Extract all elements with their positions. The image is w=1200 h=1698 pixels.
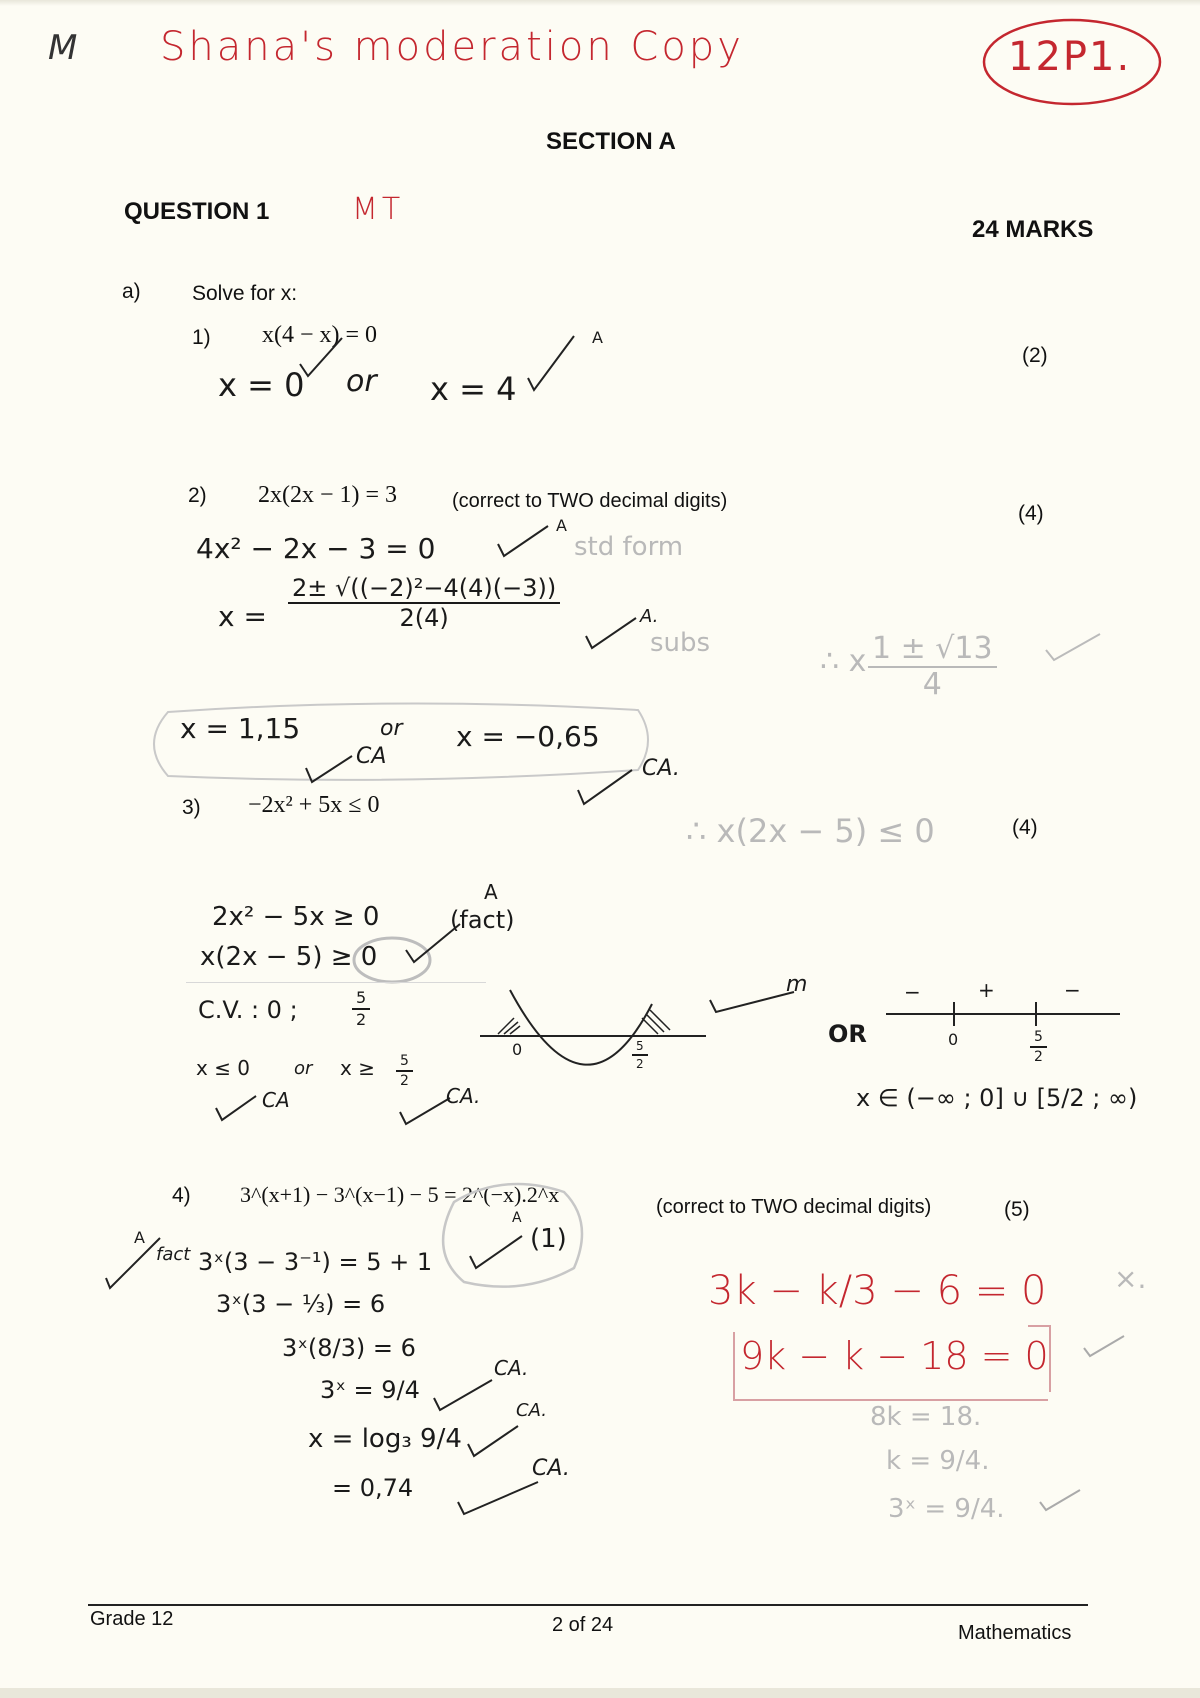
- q3-pencil-factor: ∴ x(2x − 5) ≤ 0: [686, 812, 935, 850]
- q2-pencil-fraction: [868, 631, 997, 702]
- part-label: a): [122, 280, 141, 303]
- q2-std-mark: A: [556, 516, 567, 535]
- footer-rule: [88, 1604, 1088, 1606]
- q3-parabola-sketch: [474, 982, 714, 1082]
- q3-fact-mark: A: [484, 880, 498, 904]
- q2-equation: 2x(2x − 1) = 3: [258, 482, 398, 508]
- q4-step2: 3ˣ(3 − ⅓) = 6: [216, 1290, 386, 1318]
- q1-equation: x(4 − x) = 0: [262, 322, 378, 348]
- q3-inequality: −2x² + 5x ≤ 0: [248, 792, 380, 818]
- q3-sign-2: +: [978, 978, 995, 1002]
- part-instruction: Solve for x:: [192, 282, 298, 305]
- q1-marks: (2): [1022, 344, 1048, 367]
- q3-cv-fraction: [352, 990, 370, 1028]
- q4-pencil-line1: 8k = 18.: [870, 1402, 982, 1432]
- q4-red-line2: 9k − k − 18 = 0: [740, 1334, 1049, 1378]
- moderation-note: Shana's moderation Copy: [160, 24, 744, 70]
- q3-or-label: OR: [828, 1020, 867, 1048]
- q3-graph-right-den: 2: [636, 1057, 644, 1071]
- scan-edge: [0, 0, 1200, 6]
- q4-note: (correct to TWO decimal digits): [656, 1196, 932, 1218]
- q3-cv-label: C.V. : 0 ;: [198, 996, 298, 1024]
- q3-line-right-label: [1030, 1030, 1047, 1064]
- footer-grade: Grade 12: [90, 1608, 174, 1630]
- q4-number: 4): [172, 1184, 191, 1207]
- q3-answer-left-mark: CA: [262, 1088, 290, 1112]
- q3-line-right-den: 2: [1034, 1049, 1043, 1065]
- q1-answer-left: x = 0: [218, 366, 305, 404]
- q4-step6-mark: CA.: [532, 1456, 570, 1481]
- q4-fact-label: fact: [156, 1244, 191, 1265]
- q2-formula-numerator: 2± √((−2)²−4(4)(−3)): [288, 576, 560, 604]
- q3-graph-left-label: 0: [512, 1040, 523, 1059]
- q3-answer-right-mark: CA.: [446, 1084, 481, 1108]
- q3-cv-num: 5: [352, 990, 370, 1010]
- q3-answer-or: or: [294, 1058, 313, 1079]
- q4-step5: x = log₃ 9/4: [308, 1424, 462, 1454]
- q2-std-label: std form: [574, 532, 684, 562]
- q1-answer-right: x = 4: [430, 370, 517, 408]
- q4-pencil-tick: [1036, 1484, 1086, 1514]
- q4-step5-tick: [462, 1414, 532, 1464]
- total-marks: 24 MARKS: [972, 216, 1094, 243]
- q3-line-right-num: 5: [1030, 1030, 1047, 1048]
- q4-step1-circled: (1): [530, 1224, 567, 1254]
- q4-step4: 3ˣ = 9/4: [320, 1376, 420, 1404]
- footer-page: 2 of 24: [552, 1614, 614, 1636]
- q2-root1: x = 1,15: [180, 712, 301, 745]
- q4-marks: (5): [1004, 1198, 1030, 1221]
- q4-pencil-line3: 3ˣ = 9/4.: [888, 1494, 1005, 1524]
- q2-root2-tick: [572, 760, 652, 810]
- q3-divider: [186, 982, 486, 983]
- q4-step1: 3ˣ(3 − 3⁻¹) = 5 + 1: [198, 1248, 433, 1276]
- q4-step1-mark: A: [512, 1210, 522, 1226]
- q3-interval: x ∈ (−∞ ; 0] ∪ [5/2 ; ∞): [856, 1084, 1138, 1112]
- q2-marks: (4): [1018, 502, 1044, 525]
- q3-sign-1: −: [904, 980, 921, 1004]
- q2-formula-lhs: x =: [218, 600, 267, 633]
- q3-graph-mark: m: [786, 972, 808, 997]
- q4-red-cross: ×.: [1114, 1262, 1147, 1295]
- q4-red-line1: 3k − k/3 − 6 = 0: [708, 1268, 1047, 1314]
- section-title: SECTION A: [546, 128, 676, 155]
- q4-fact-mark: A: [134, 1228, 145, 1247]
- q3-answer-right: x ≥: [340, 1056, 375, 1080]
- q3-answer-left: x ≤ 0: [196, 1056, 251, 1080]
- q4-pencil-line2: k = 9/4.: [886, 1446, 990, 1476]
- q4-step3: 3ˣ(8/3) = 6: [282, 1334, 416, 1362]
- q2-root2: x = −0,65: [456, 720, 600, 753]
- q2-formula: [288, 576, 560, 630]
- question-title: QUESTION 1: [124, 198, 270, 225]
- q3-sign-3: −: [1064, 978, 1081, 1002]
- q2-pencil-prefix: ∴ x: [820, 644, 867, 679]
- q4-step4-mark: CA.: [494, 1356, 529, 1380]
- q2-std-form: 4x² − 2x − 3 = 0: [196, 532, 436, 565]
- q1-tick-marks: [290, 320, 630, 400]
- q2-pencil-denominator: 4: [922, 667, 942, 702]
- q3-graph-right-label: [632, 1040, 648, 1070]
- q4-step5-mark: CA.: [516, 1400, 547, 1421]
- q3-answer-right-num: 5: [396, 1054, 413, 1072]
- q3-step1: 2x² − 5x ≥ 0: [212, 902, 380, 932]
- q4-step1-tick: [464, 1226, 534, 1276]
- q3-answer-right-fraction: [396, 1054, 413, 1088]
- q2-note: (correct to TWO decimal digits): [452, 490, 728, 512]
- q2-pencil-numerator: 1 ± √13: [868, 634, 997, 668]
- q3-fact-label: (fact): [450, 906, 515, 934]
- q4-red-tick: [1080, 1330, 1130, 1360]
- q3-number: 3): [182, 796, 201, 819]
- q3-line-left-label: 0: [948, 1030, 959, 1049]
- q2-pencil-tick: [1040, 628, 1110, 668]
- q2-subs-mark: A.: [640, 606, 659, 627]
- q3-cv-den: 2: [356, 1010, 367, 1029]
- page-code: 12P1.: [1008, 34, 1132, 80]
- q2-formula-denominator: 2(4): [399, 604, 449, 632]
- marker-initials: MT: [352, 192, 405, 227]
- q3-step2: x(2x − 5) ≥ 0: [200, 942, 378, 972]
- q3-answer-right-den: 2: [400, 1073, 409, 1089]
- footer-subject: Mathematics: [958, 1622, 1072, 1644]
- q2-number: 2): [188, 484, 207, 507]
- q4-equation: 3^(x+1) − 3^(x−1) − 5 = 2^(−x).2^x: [240, 1182, 560, 1207]
- q2-root2-mark: CA.: [642, 756, 680, 781]
- q1-mark-code: A: [592, 328, 603, 347]
- q4-step6: = 0,74: [332, 1474, 414, 1502]
- q2-root1-mark: CA: [356, 744, 387, 769]
- q3-graph-right-num: 5: [632, 1040, 648, 1056]
- corner-mark: M: [48, 28, 78, 68]
- q2-subs-label: subs: [650, 628, 711, 658]
- q1-or: or: [346, 364, 377, 399]
- q1-number: 1): [192, 326, 211, 349]
- q3-marks: (4): [1012, 816, 1038, 839]
- q2-or: or: [380, 716, 403, 741]
- scan-edge: [0, 1688, 1200, 1698]
